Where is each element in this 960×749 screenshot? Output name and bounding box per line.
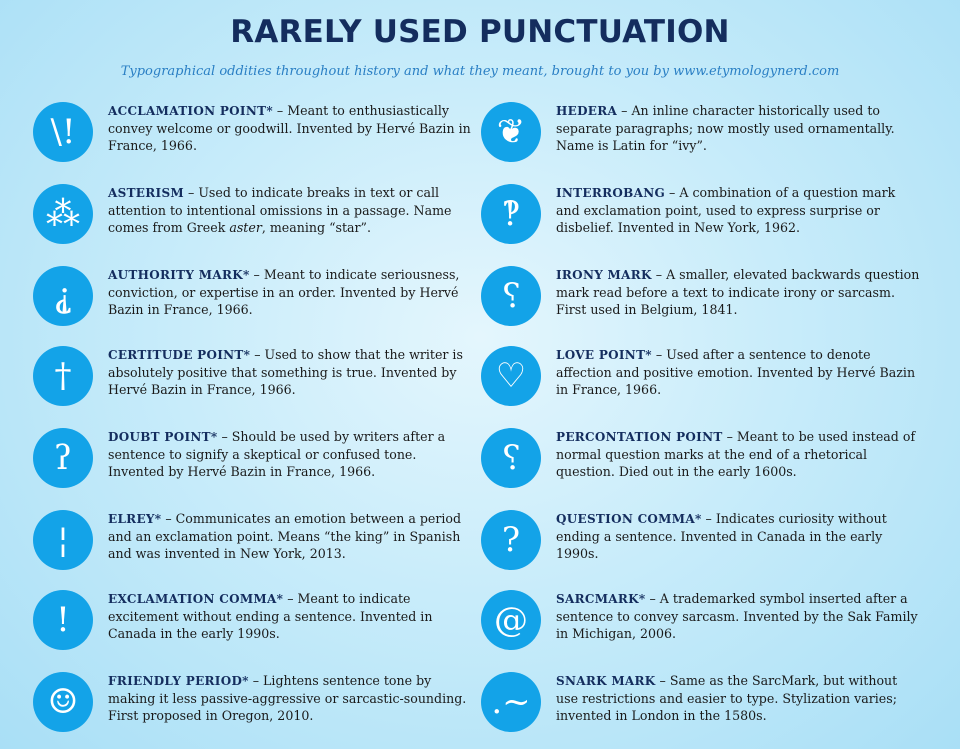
entry-description: Communicates an emotion between a period and an exclamation point. Means “the king” in Spanish and was invented in New York, 2013. — [108, 511, 462, 561]
question-comma-icon: ? — [481, 510, 541, 570]
percontation-point-icon: ⸮ — [481, 428, 541, 488]
entry-description: A smaller, elevated backwards question mark read before a text to indicate irony or sarcasm. First used in Belgium, 1841. — [556, 267, 920, 317]
entry-description: Should be used by writers after a sentence to signify a skeptical or confused tone. Invented by Hervé Bazin in France, 1966. — [108, 429, 446, 479]
entry-text: ACCLAMATION POINT* – Meant to enthusiastically convey welcome or goodwill. Invented by Hervé Bazin in France, 1966. — [108, 103, 471, 153]
elrey-icon: ¦ — [33, 510, 93, 570]
entry-text: CERTITUDE POINT* – Used to show that the writer is absolutely positive that something is true. Invented by Hervé Bazin in France, 1966. — [108, 347, 463, 397]
entry-exclamation-comma — [33, 590, 463, 666]
friendly-period-icon: ☺ — [33, 672, 93, 732]
authority-mark-icon: ⸘ — [33, 266, 93, 326]
entry-description: Meant to indicate seriousness, conviction, or expertise in an order. Invented by Hervé Bazin in France, 1966. — [108, 267, 460, 317]
entry-text: IRONY MARK – A smaller, elevated backwards question mark read before a text to indicate irony or sarcasm. First used in Belgium, 1841. — [556, 267, 920, 317]
entry-description-end: , meaning “star”. — [261, 220, 371, 235]
entry-text: EXCLAMATION COMMA* – Meant to indicate excitement without ending a sentence. Invented in Canada in the early 1990s. — [108, 591, 433, 641]
entry-term: QUESTION COMMA* — [556, 512, 702, 526]
entry-text: ASTERISM – Used to indicate breaks in text or call attention to intentional omissions in a passage. Name comes from Greek aster, meaning “star”. — [108, 185, 452, 235]
interrobang-icon: ‽ — [481, 184, 541, 244]
entry-term: CERTITUDE POINT* — [108, 348, 251, 362]
entry-term: PERCONTATION POINT — [556, 430, 723, 444]
entry-term: ASTERISM — [108, 186, 184, 200]
entry-term: AUTHORITY MARK* — [108, 268, 250, 282]
sarcmark-icon: @ — [481, 590, 541, 650]
page-title: RARELY USED PUNCTUATION — [230, 14, 730, 50]
entry-text: QUESTION COMMA* – Indicates curiosity without ending a sentence. Invented in Canada in the early 1990s. — [556, 511, 887, 561]
entry-term: INTERROBANG — [556, 186, 666, 200]
entry-text: AUTHORITY MARK* – Meant to indicate seriousness, conviction, or expertise in an order. Invented by Hervé Bazin in France, 1966. — [108, 267, 460, 317]
entry-description: Meant to enthusiastically convey welcome or goodwill. Invented by Hervé Bazin in France, 1966. — [108, 103, 471, 153]
entry-term: ACCLAMATION POINT* — [108, 104, 273, 118]
entry-irony-mark — [481, 266, 920, 342]
entry-authority-mark — [33, 266, 463, 342]
entry-percontation-point — [481, 428, 916, 504]
entry-description: An inline character historically used to separate paragraphs; now mostly used ornamentally. Name is Latin for “ivy”. — [556, 103, 895, 153]
entry-text: SNARK MARK – Same as the SarcMark, but without use restrictions and easier to type. Stylization varies; invented in London in the 1580s. — [556, 673, 898, 723]
entry-acclamation-point — [33, 102, 471, 178]
entry-love-point — [481, 346, 916, 422]
irony-mark-icon: ⸮ — [481, 266, 541, 326]
entry-asterism — [33, 184, 463, 260]
entry-description: Lightens sentence tone by making it less passive-aggressive or sarcastic-sounding. First proposed in Oregon, 2010. — [108, 673, 467, 723]
entry-certitude-point — [33, 346, 463, 422]
entry-description: Same as the SarcMark, but without use restrictions and easier to type. Stylization varies; invented in London in the 1580s. — [556, 673, 898, 723]
entry-text: ELREY* – Communicates an emotion between a period and an exclamation point. Means “the king” in Spanish and was invented in New York, 2013. — [108, 511, 462, 561]
entry-term: FRIENDLY PERIOD* — [108, 674, 249, 688]
entry-friendly-period — [33, 672, 467, 748]
entry-term: DOUBT POINT* — [108, 430, 218, 444]
doubt-point-icon: ʔ — [33, 428, 93, 488]
snark-mark-icon: .~ — [481, 672, 541, 732]
entry-term: EXCLAMATION COMMA* — [108, 592, 284, 606]
entry-term: SNARK MARK — [556, 674, 656, 688]
entry-description: A trademarked symbol inserted after a sentence to convey sarcasm. Invented by the Sak Family in Michigan, 2006. — [556, 591, 918, 641]
entry-description: Meant to indicate excitement without ending a sentence. Invented in Canada in the early 1990s. — [108, 591, 433, 641]
entry-text: HEDERA – An inline character historically used to separate paragraphs; now mostly used ornamentally. Name is Latin for “ivy”. — [556, 103, 895, 153]
entry-hedera — [481, 102, 911, 178]
entry-term: ELREY* — [108, 512, 162, 526]
entry-snark-mark — [481, 672, 911, 748]
page-subtitle: Typographical oddities throughout history and what they meant, brought to you by www.etymologynerd.com — [120, 64, 840, 79]
entry-text: PERCONTATION POINT – Meant to be used instead of normal question marks at the end of a rhetorical question. Died out in the early 1600s. — [556, 429, 916, 479]
entry-text: DOUBT POINT* – Should be used by writers after a sentence to signify a skeptical or confused tone. Invented by Hervé Bazin in France, 1966. — [108, 429, 446, 479]
entry-description: Indicates curiosity without ending a sentence. Invented in Canada in the early 1990s. — [556, 511, 887, 561]
entry-interrobang — [481, 184, 911, 260]
acclamation-point-icon: \! — [33, 102, 93, 162]
hedera-icon: ❦ — [481, 102, 541, 162]
love-point-icon: ♡ — [481, 346, 541, 406]
entry-term: SARCMARK* — [556, 592, 646, 606]
entry-elrey — [33, 510, 463, 586]
entry-description: A combination of a question mark and exclamation point, used to express surprise or disbelief. Invented in New York, 1962. — [556, 185, 896, 235]
entry-description: Used to indicate breaks in text or call attention to intentional omissions in a passage. Name comes from Greek — [108, 185, 452, 235]
entry-question-comma — [481, 510, 911, 586]
entry-text: INTERROBANG – A combination of a question mark and exclamation point, used to express surprise or disbelief. Invented in New York, 1962. — [556, 185, 896, 235]
entry-term: LOVE POINT* — [556, 348, 652, 362]
entry-doubt-point — [33, 428, 463, 504]
entry-description: Used to show that the writer is absolutely positive that something is true. Invented by Hervé Bazin in France, 1966. — [108, 347, 463, 397]
entry-description-italic: aster — [229, 220, 262, 235]
asterism-icon: ⁂ — [33, 184, 93, 244]
certitude-point-icon: † — [33, 346, 93, 406]
exclamation-comma-icon: ! — [33, 590, 93, 650]
entry-description: Used after a sentence to denote affection and positive emotion. Invented by Hervé Bazin in France, 1966. — [556, 347, 916, 397]
entry-text: SARCMARK* – A trademarked symbol inserted after a sentence to convey sarcasm. Invented by the Sak Family in Michigan, 2006. — [556, 591, 918, 641]
entry-sarcmark — [481, 590, 918, 666]
entry-text: LOVE POINT* – Used after a sentence to denote affection and positive emotion. Invented by Hervé Bazin in France, 1966. — [556, 347, 916, 397]
entry-text: FRIENDLY PERIOD* – Lightens sentence tone by making it less passive-aggressive or sarcastic-sounding. First proposed in Oregon, 2010. — [108, 673, 467, 723]
entry-description: Meant to be used instead of normal question marks at the end of a rhetorical question. Died out in the early 1600s. — [556, 429, 916, 479]
entry-term: HEDERA — [556, 104, 618, 118]
entry-term: IRONY MARK — [556, 268, 652, 282]
